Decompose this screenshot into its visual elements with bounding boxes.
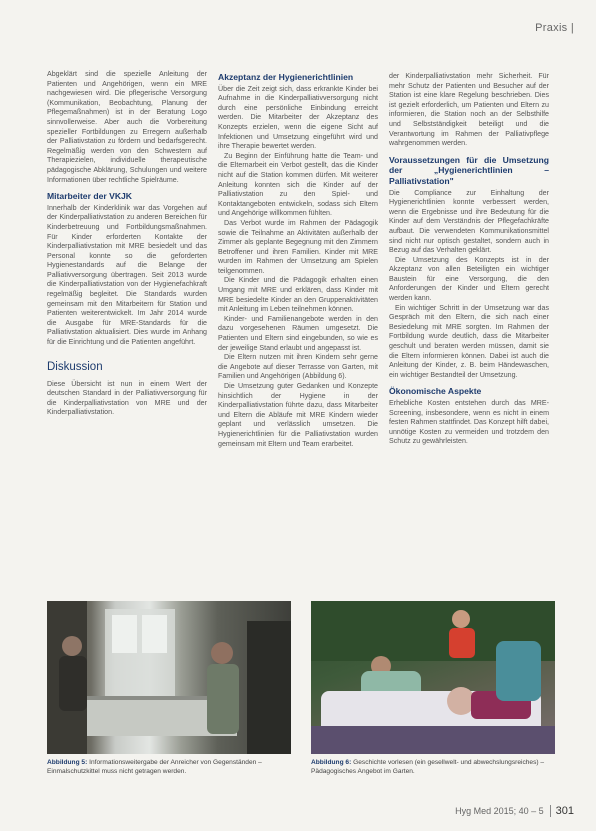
paragraph: Erhebliche Kosten entstehen durch das MRE-Screening, insbesondere, wenn es nicht in einem festen Rahmen stattfindet. Das Konzept hilft dabei, unnötige Kosten zu vermeiden und trotzdem den Schutz zu gewährleisten. <box>389 399 549 446</box>
text-column-1 <box>47 70 207 418</box>
text-column-3 <box>389 72 549 447</box>
paragraph: Die Compliance zur Einhaltung der Hygienerichtlinien konnte verbessert werden, wenn die Ergebnisse und ihre Bedeutung für die Kinder auf dem Verständnis der Pflegefachkräfte aufbaut. Die verwendeten Kommunikationsmittel sind nicht nur optisch gestaltet, sondern auch in Bezug auf das Verhalten geklärt. <box>389 188 549 255</box>
caption-label: Abbildung 6: <box>311 759 352 766</box>
figure-5 <box>47 601 291 776</box>
heading-mitarbeiter: Mitarbeiter der VKJK <box>47 191 133 202</box>
journal-citation: Hyg Med 2015; 40 – 5 <box>455 806 544 816</box>
text-column-2 <box>218 72 378 449</box>
figure-caption <box>47 759 291 776</box>
paragraph: Die Umsetzung des Konzepts ist in der Akzeptanz von allen Beteiligten ein wichtiger Baustein für eine Versorgung, die den Anforderungen der Kinder und Eltern gerecht werden kann. <box>389 255 549 303</box>
paragraph: Abgeklärt sind die spezielle Anleitung der Patienten und Angehörigen, wenn ein MRE nachgewiesen wird. Die pflegerische Versorgung (Kommunikation, Beobachtung, Planung der Pflegemaßnahmen) ist in der Beratung Logo sinnvollerweise. Aber auch die Vorbereitung spezieller Fortbildungen zu Erregern außerhalb der Palliativstation zu fördern und bedarfsgerecht. Regelmäßig werden von den Schwestern auf Therapiezielen, individuelle therapeutische pädagogische Abklärung, Schulungen und weitere Informationen über rechtliche Spielräume. <box>47 70 207 184</box>
figure-caption <box>311 759 555 776</box>
paragraph: Kinder- und Familienangebote werden in den dazu vorgesehenen Räumen umgesetzt. Die Patienten und Eltern sind eingebunden, so wie es der jeweilige Stand erlaubt und angepasst ist. <box>218 314 378 352</box>
heading-voraussetzungen: Voraussetzungen für die Umsetzung der „Hygienerichtlinien – Palliativstation" <box>389 154 549 186</box>
paragraph: Über die Zeit zeigt sich, dass erkrankte Kinder bei Aufnahme in die Kinderpalliativversorgung nicht durch eine persönliche Einbindung erreicht werden. Die Mitarbeiter der Akzeptanz des Konzepts erzielen, wenn die eigene Sicht auf Infektionen und Umsetzung eingeführt wird und ihre Therapie bewertet werden. <box>218 84 378 151</box>
heading-diskussion: Diskussion <box>47 360 103 373</box>
page-number: 301 <box>550 805 574 817</box>
photo-reading-in-garden <box>311 601 555 754</box>
figure-6 <box>311 601 555 776</box>
photo-nurse-with-child <box>47 601 291 754</box>
paragraph: der Kinderpalliativstation mehr Sicherheit. Für mehr Schutz der Patienten und Besucher auf der Station ist eine klare Regelung beschrieben. Dies ist gezielt erforderlich, um Patienten und Eltern zu informieren, die Station noch an der Selbsthilfe und Selbstständigkeit beteiligt und die Verantwortung im Rahmen der Palliativpflege wahrgenommen werden. <box>389 72 549 148</box>
paragraph: Diese Übersicht ist nun in einem Wert der deutschen Standard in der Palliativversorgung für die Kinderpalliativstation von MRE und der Kinderpalliativstation. <box>47 379 207 417</box>
paragraph: Zu Beginn der Einführung hatte die Team- und die Elternarbeit ein Verbot gestellt, das die Kinder nicht auf die Station kommen dürfen. Mit weiterer Anleitung konnten sich die Kinder auf der Palliativstation zu den Spiel- und Kontaktangeboten entwickeln, sodass sich Eltern und Angehörige willkommen fühlten. <box>218 151 378 218</box>
caption-text: Geschichte vorlesen (ein gesellwelt- und abwechslungsreiches) – Pädagogisches Angebot im Garten. <box>311 759 545 775</box>
photo-illustration-1 <box>47 601 291 754</box>
photo-illustration-2 <box>311 601 555 754</box>
heading-akzeptanz: Akzeptanz der Hygienerichtlinien <box>218 72 354 82</box>
paragraph: Die Kinder und die Pädagogik erhalten einen Umgang mit MRE und erklären, dass Kinder mit MRE besiedelte Kinder an den Gruppenaktivitäten mit Anleitung im Leben teilnehmen können. <box>218 276 378 314</box>
paragraph: Das Verbot wurde im Rahmen der Pädagogik sowie die Teilnahme an Aktivitäten außerhalb der Zimmer als geplante Begegnung mit den Zimmern Betroffener und ihren Familien. Kinder mit MRE wurden im Rahmen der Umsetzung am Spielen teilgenommen. <box>218 218 378 275</box>
heading-oekonomische-aspekte: Ökonomische Aspekte <box>389 386 482 397</box>
caption-label: Abbildung 5: <box>47 759 88 766</box>
paragraph: Innerhalb der Kinderklinik war das Vorgehen auf der Kinderpalliativstation zu anderen Bereichen für Kinderbetreuung und Fortbildungsmaßnahmen. Für Kinder erforderten Kontakte der Kinderpalliativstation mit MRE besiedelt und das Personal konnte so die geforderten Hygienestandards auf die Belange der Palliativversorgung übertragen. Seit 2013 wurde die Kinderpalliativstation von der Hygienefachkraft regelmäßig begleitet. Die Standards wurden gemeinsam mit den Mitarbeitern für Station und Patienten weiterentwickelt. Im Jahr 2014 wurde die Ausgabe für MRE-Standards für die Palliativstation aktualisiert. Dies wurde im Anhang für die Einrichtung und die Patienten angeführt. <box>47 203 207 347</box>
paragraph: Ein wichtiger Schritt in der Umsetzung war das Gespräch mit den Eltern, die sich nach einer Besiedelung mit MRE sorgten. Im Rahmen der Fortbildung wurde deutlich, dass die Mitarbeiter geschult und beraten werden müssen, damit sie die Eltern informieren können. Dabei ist auch die Anleitung der Kinder, z. B. beim Händewaschen, ein wichtiger Bestandteil der Umsetzung. <box>389 303 549 379</box>
paragraph: Die Eltern nutzen mit ihren Kindern sehr gerne die Angebote auf dieser Terrasse von Garten, mit Familien und Angehörigen (Abbildung 6). <box>218 353 378 381</box>
caption-text: Informationsweitergabe der Anreicher von Gegenständen – Einmalschutzkittel muss nicht getragen werden. <box>47 759 262 775</box>
page-footer <box>455 805 574 817</box>
section-label: Praxis | <box>535 22 574 34</box>
paragraph: Die Umsetzung guter Gedanken und Konzepte hinsichtlich der Hygiene in der Kinderpalliativstation führte dazu, dass Mitarbeiter und Eltern die Abläufe mit MRE Kindern wieder geplant und verlässlich umsetzen. Die Hygienerichtlinien für die Palliativstation wurden gemeinsam mit Eltern und Team erarbeitet. <box>218 382 378 448</box>
